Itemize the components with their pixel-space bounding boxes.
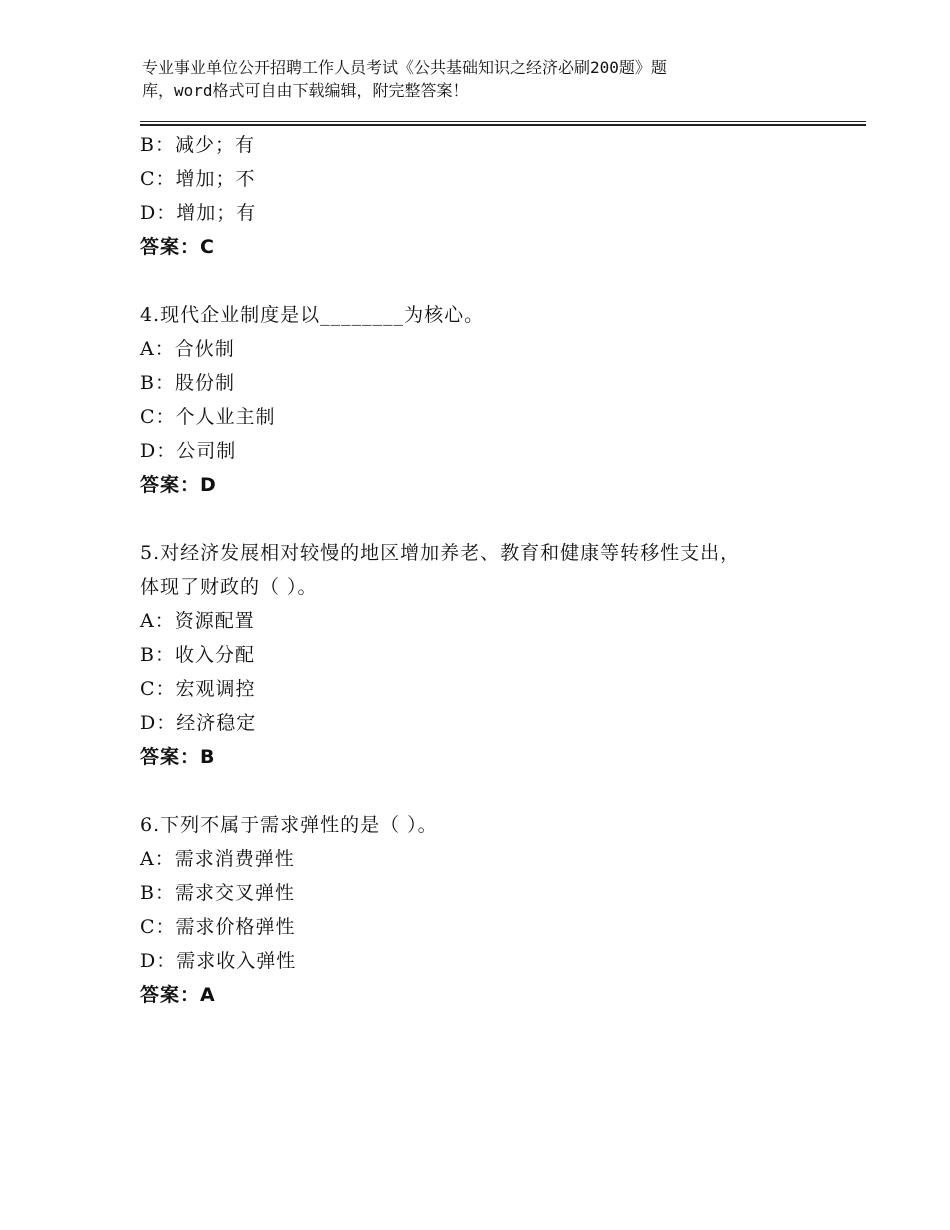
option-c: C：需求价格弹性 bbox=[140, 916, 296, 938]
question-6 bbox=[140, 808, 860, 1012]
option-d: D：经济稳定 bbox=[140, 712, 257, 734]
header-divider-thin bbox=[140, 121, 866, 122]
question-4 bbox=[140, 298, 860, 502]
header-line-1: 专业事业单位公开招聘工作人员考试《公共基础知识之经济必刷200题》题 bbox=[142, 58, 667, 77]
option-d: D：公司制 bbox=[140, 440, 237, 462]
option-a: A：资源配置 bbox=[140, 610, 255, 632]
header-divider-thick bbox=[140, 124, 866, 126]
option-c: C：个人业主制 bbox=[140, 406, 276, 428]
document-body bbox=[140, 128, 860, 1012]
option-d: D：增加；有 bbox=[140, 202, 257, 224]
option-c: C：增加；不 bbox=[140, 168, 256, 190]
question-stem: 4.现代企业制度是以________为核心。 bbox=[140, 304, 485, 326]
option-b: B：股份制 bbox=[140, 372, 235, 394]
answer-line: 答案：D bbox=[140, 474, 217, 496]
option-a: A：需求消费弹性 bbox=[140, 848, 295, 870]
option-b: B：收入分配 bbox=[140, 644, 255, 666]
option-c: C：宏观调控 bbox=[140, 678, 256, 700]
option-d: D：需求收入弹性 bbox=[140, 950, 297, 972]
option-a: A：合伙制 bbox=[140, 338, 235, 360]
header-line-2: 库，word格式可自由下载编辑，附完整答案！ bbox=[142, 81, 469, 100]
answer-line: 答案：C bbox=[140, 236, 215, 258]
document-header bbox=[142, 56, 782, 102]
previous-question-tail bbox=[140, 128, 860, 264]
answer-line: 答案：B bbox=[140, 746, 216, 768]
question-stem-line-1: 5.对经济发展相对较慢的地区增加养老、教育和健康等转移性支出， bbox=[140, 542, 741, 564]
question-stem-line-2: 体现了财政的（ ）。 bbox=[140, 576, 318, 598]
answer-line: 答案：A bbox=[140, 984, 216, 1006]
option-b: B：需求交叉弹性 bbox=[140, 882, 295, 904]
question-5 bbox=[140, 536, 860, 774]
question-stem: 6.下列不属于需求弹性的是（ ）。 bbox=[140, 814, 438, 836]
option-b: B：减少；有 bbox=[140, 134, 255, 156]
